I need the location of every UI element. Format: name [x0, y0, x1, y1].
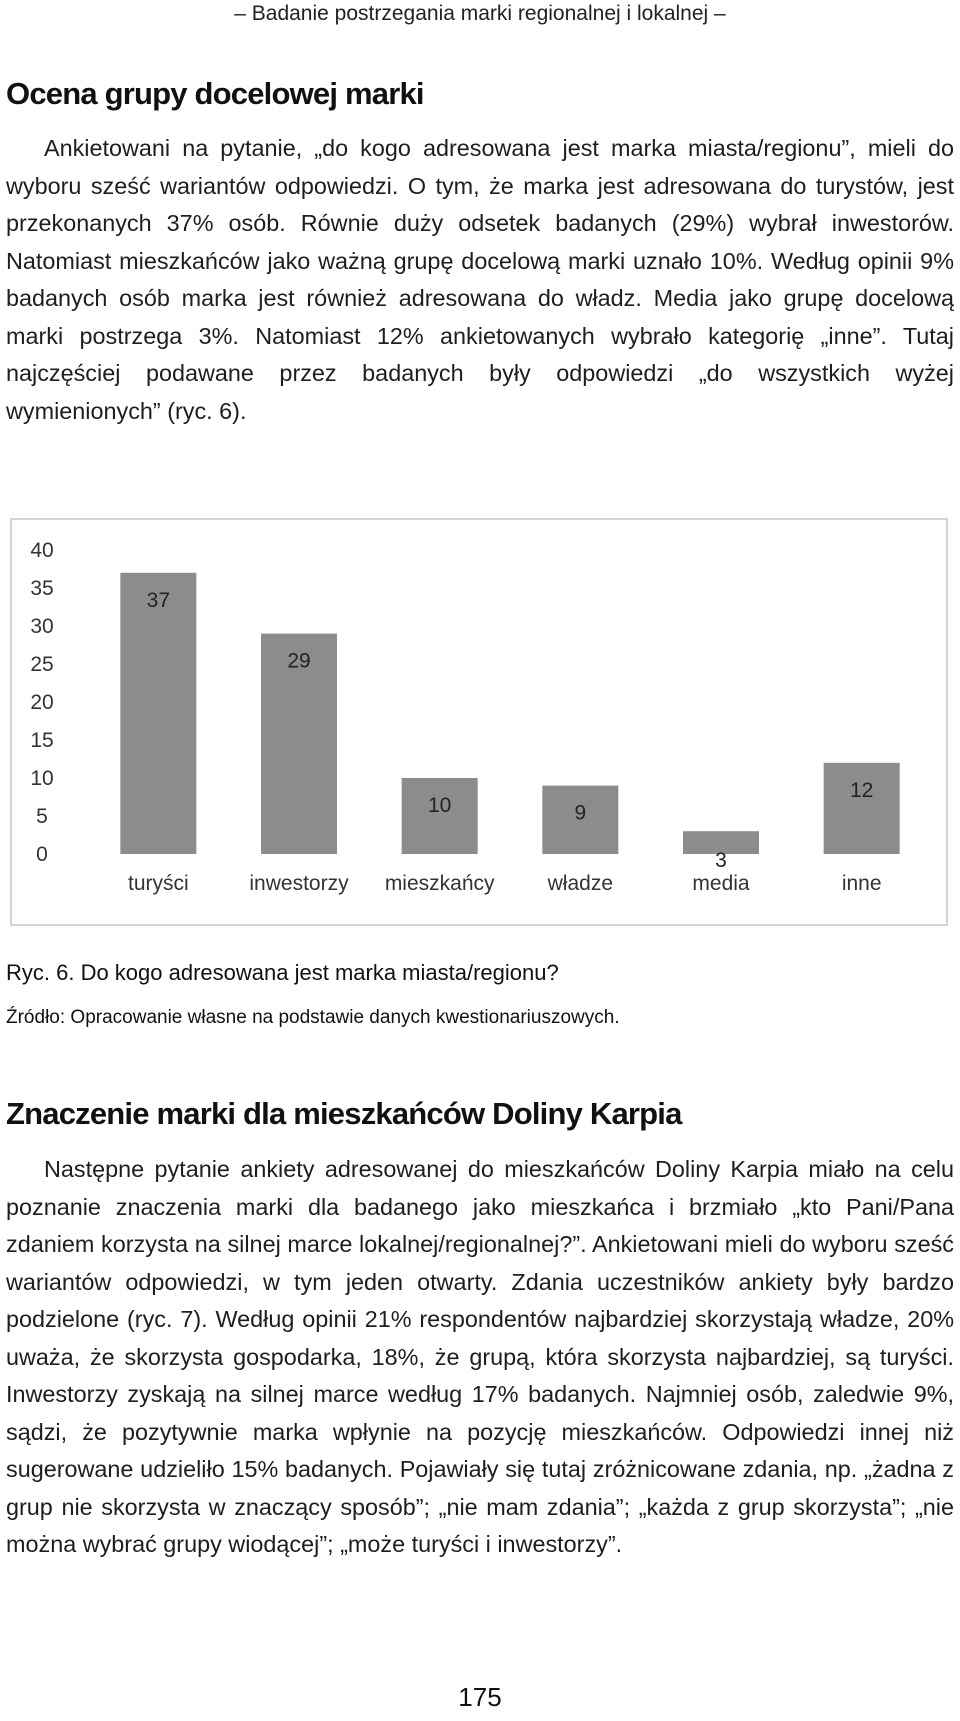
bar-turyści	[120, 573, 196, 854]
x-tick-label: władze	[547, 872, 614, 895]
data-label: 12	[849, 778, 874, 802]
section-heading-brand-significance: Znaczenie marki dla mieszkańców Doliny Karpia	[6, 1096, 682, 1131]
section-heading-target-group: Ocena grupy docelowej marki	[6, 76, 424, 111]
bar-chart-figure	[10, 518, 948, 926]
figure-source: Źródło: Opracowanie własne na podstawie danych kwestionariuszowych.	[6, 1007, 620, 1028]
bar-inne	[824, 763, 900, 854]
y-tick-label: 30	[30, 615, 54, 638]
y-tick-label: 15	[30, 729, 54, 752]
data-label: 9	[574, 801, 587, 825]
y-tick-label: 10	[30, 767, 54, 790]
y-tick-label: 35	[30, 577, 54, 600]
y-tick-label: 25	[30, 653, 54, 676]
x-tick-label: inwestorzy	[249, 872, 349, 895]
y-tick-label: 20	[30, 691, 54, 714]
paragraph-target-group: Ankietowani na pytanie, „do kogo adresowana jest marka miasta/regionu”, mieli do wyboru sześć wariantów odpowiedzi. O tym, że marka jest adresowana do turystów, jest przekonanych 37% osób. Równie duży odsetek badanych (29%) wybrał inwestorów. Natomiast mieszkańców jako ważną grupę docelową marki uznało 10%. Według opinii 9% badanych osób marka jest również adresowana do władz. Media jako grupę docelową marki postrzega 3%. Natomiast 12% ankietowanych wybrało kategorię „inne”. Tutaj najczęściej podawane przez badanych były odpowiedzi „do wszystkich wyżej wymienionych” (ryc. 6).	[6, 135, 954, 424]
data-label: 29	[287, 649, 311, 673]
page-number: 175	[458, 1682, 502, 1712]
bar-chart	[12, 520, 946, 924]
data-label: 3	[715, 849, 727, 873]
y-tick-label: 0	[36, 843, 48, 866]
paragraph-brand-significance: Następne pytanie ankiety adresowanej do mieszkańców Doliny Karpia miało na celu poznanie znaczenia marki dla badanego jako mieszkańca i brzmiało „kto Pani/Pana zdaniem korzysta na silnej marce lokalnej/regionalnej?”. Ankietowani mieli do wyboru sześć wariantów odpowiedzi, w tym jeden otwarty. Zdania uczestników ankiety były bardzo podzielone (ryc. 7). Według opinii 21% respondentów najbardziej skorzystają władze, 20% uważa, że skorzysta gospodarka, 18%, że grupą, która skorzysta najbardziej, są turyści. Inwestorzy zyskają na silnej marce według 17% badanych. Najmniej osób, zaledwie 9%, sądzi, że pozytywnie marka wpłynie na pozycję mieszkańców. Odpowiedzi innej niż sugerowane udzieliło 15% badanych. Pojawiały się tutaj zróżnicowane zdania, np. „żadna z grup nie skorzysta w znaczący sposób”; „nie mam zdania”; „każda z grup skorzysta”; „nie można wybrać grupy wiodącej”; „może turyści i inwestorzy”.	[6, 1156, 954, 1557]
data-label: 10	[427, 794, 452, 817]
x-tick-label: turyści	[127, 872, 189, 895]
x-tick-label: inne	[841, 872, 882, 895]
y-tick-label: 40	[30, 539, 54, 562]
running-header: – Badanie postrzegania marki regionalnej i lokalnej –	[234, 2, 726, 25]
x-tick-label: mieszkańcy	[384, 872, 495, 895]
x-tick-label: media	[692, 872, 750, 895]
y-tick-label: 5	[36, 805, 48, 828]
data-label: 37	[146, 588, 171, 612]
figure-caption: Ryc. 6. Do kogo adresowana jest marka miasta/regionu?	[6, 960, 559, 985]
